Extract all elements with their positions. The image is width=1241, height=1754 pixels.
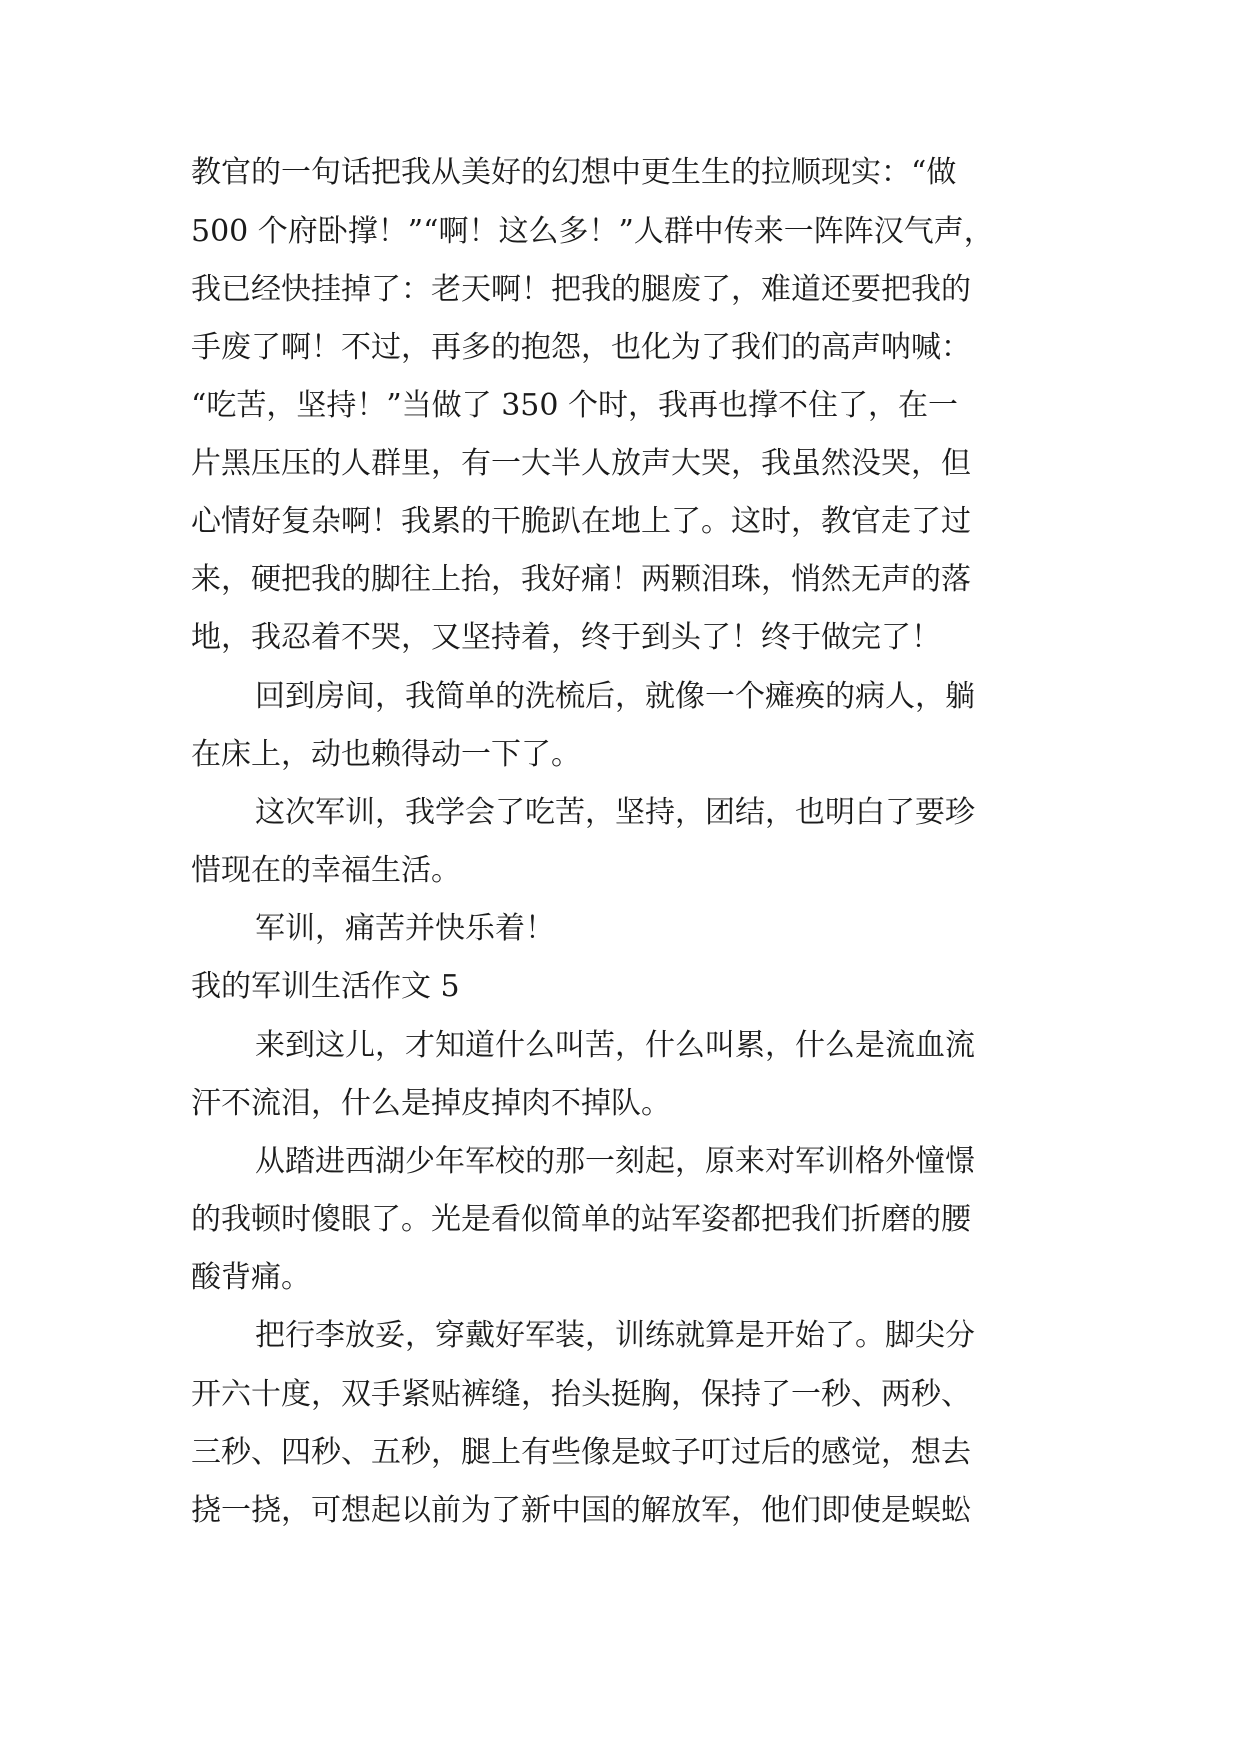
text-line: 心情好复杂啊！我累的干脆趴在地上了。这时，教官走了过: [191, 504, 971, 539]
text-line: 的我顿时傻眼了。光是看似简单的站军姿都把我们折磨的腰: [191, 1202, 971, 1237]
paragraph-start: 军训，痛苦并快乐着！: [255, 911, 555, 946]
text-line: 我已经快挂掉了：老天啊！把我的腿废了，难道还要把我的: [191, 272, 971, 307]
paragraph-start: 这次军训，我学会了吃苦，坚持，团结，也明白了要珍: [255, 795, 975, 830]
text-line: 手废了啊！不过，再多的抱怨，也化为了我们的高声呐喊：: [191, 330, 971, 365]
text-line: 片黑压压的人群里，有一大半人放声大哭，我虽然没哭，但: [191, 446, 971, 481]
text-line: 教官的一句话把我从美好的幻想中更生生的拉顺现实：“做: [191, 155, 957, 190]
text-line: 来，硬把我的脚往上抬，我好痛！两颗泪珠，悄然无声的落: [191, 562, 971, 597]
section-heading: 我的军训生活作文 5: [191, 969, 460, 1004]
paragraph-start: 回到房间，我简单的洗梳后，就像一个瘫痪的病人，躺: [255, 679, 975, 714]
text-line: 酸背痛。: [191, 1260, 311, 1295]
text-line: 在床上，动也赖得动一下了。: [191, 737, 581, 772]
paragraph-start: 从踏进西湖少年军校的那一刻起，原来对军训格外憧憬: [255, 1144, 975, 1179]
text-line: 挠一挠，可想起以前为了新中国的解放军，他们即使是蜈蚣: [191, 1493, 971, 1528]
text-line: 地，我忍着不哭，又坚持着，终于到头了！终于做完了！: [191, 620, 941, 655]
text-line: 汗不流泪，什么是掉皮掉肉不掉队。: [191, 1086, 671, 1121]
text-line: 500 个府卧撑！”“啊！这么多！”人群中传来一阵阵汉气声，: [191, 214, 994, 249]
paragraph-start: 来到这儿，才知道什么叫苦，什么叫累，什么是流血流: [255, 1028, 975, 1063]
text-line: “吃苦，坚持！”当做了 350 个时，我再也撑不住了，在一: [191, 388, 959, 423]
text-line: 三秒、四秒、五秒，腿上有些像是蚊子叮过后的感觉，想去: [191, 1435, 971, 1470]
text-line: 惜现在的幸福生活。: [191, 853, 461, 888]
text-line: 开六十度，双手紧贴裤缝，抬头挺胸，保持了一秒、两秒、: [191, 1377, 971, 1412]
paragraph-start: 把行李放妥，穿戴好军装，训练就算是开始了。脚尖分: [255, 1318, 975, 1353]
